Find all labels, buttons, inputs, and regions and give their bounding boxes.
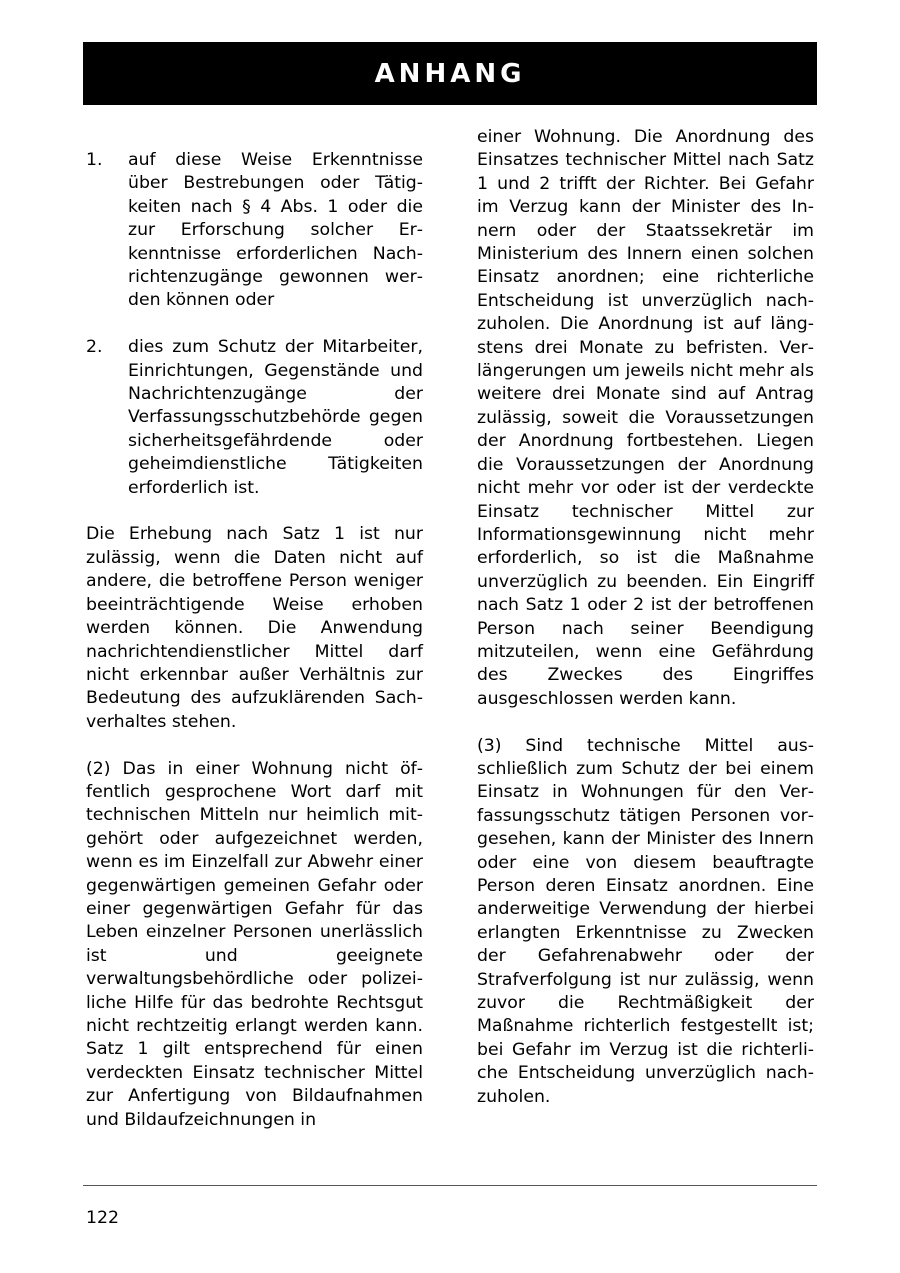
spacer bbox=[477, 711, 814, 734]
spacer bbox=[86, 734, 423, 757]
spacer bbox=[86, 313, 423, 336]
left-column bbox=[86, 149, 423, 1132]
section-title: ANHANG bbox=[374, 58, 526, 89]
section-header-bar bbox=[83, 42, 817, 105]
paragraph: (2) Das in einer Wohnung nicht öffentlich gesprochene Wort darf mit technischen Mitteln nur heimlich mitgehört oder aufgezeichnet werden, wenn es im Einzelfall zur Abwehr einer gegenwärtigen gemeinen Gefahr oder einer gegenwärtigen Gefahr für das Leben einzelner Personen unerlässlich ist und geeignete verwaltungsbehördliche oder polizeiliche Hilfe für das bedrohte Rechtsgut nicht rechtzeitig erlangt werden kann. Satz 1 gilt entsprechend für einen verdeckten Einsatz technischer Mittel zur Anfertigung von Bildaufnahmen und Bildaufzeichnungen in bbox=[86, 758, 423, 1130]
list-item-text: dies zum Schutz der Mitarbeiter, Einrichtungen, Gegenstände und Nachrichtenzugänge der Verfassungsschutzbehörde gegen sicherheitsgefährdende oder geheimdienstliche Tätigkeiten erforderlich ist. bbox=[128, 337, 423, 498]
paragraph: Die Erhebung nach Satz 1 ist nur zulässig, wenn die Daten nicht auf andere, die betroffene Person weniger beeinträchtigende Weise erhoben werden können. Die Anwendung nachrichtendienstlicher Mittel darf nicht erkennbar außer Verhältnis zur Bedeutung des aufzuklärenden Sachverhaltes stehen. bbox=[86, 524, 423, 732]
right-column bbox=[477, 126, 814, 1109]
footer-divider bbox=[83, 1185, 817, 1186]
list-item bbox=[86, 336, 423, 500]
paragraph: (3) Sind technische Mittel ausschließlich zum Schutz der bei einem Einsatz in Wohnungen für den Verfassungsschutz tätigen Personen vorgesehen, kann der Minister des Innern oder eine von diesem beauftragte Person deren Einsatz anordnen. Eine anderweitige Verwendung der hierbei erlangten Erkenntnisse zu Zwecken der Gefahrenabwehr oder der Strafverfolgung ist nur zulässig, wenn zuvor die Rechtmäßigkeit der Maßnahme richterlich festgestellt ist; bei Gefahr im Verzug ist die richterliche Entscheidung unverzüglich nachzuholen. bbox=[477, 735, 814, 1107]
list-item-number: 1. bbox=[86, 150, 103, 170]
list-item-text: auf diese Weise Erkenntnisse über Bestrebungen oder Tätigkeiten nach § 4 Abs. 1 oder die zur Erforschung solcher Erkenntnisse erforderlichen Nachrichtenzugänge gewonnen werden können oder bbox=[128, 150, 423, 311]
list-item-number: 2. bbox=[86, 337, 103, 358]
page-number: 122 bbox=[86, 1208, 119, 1228]
spacer bbox=[86, 500, 423, 523]
list-item bbox=[86, 149, 423, 313]
paragraph: einer Wohnung. Die Anordnung des Einsatzes technischer Mittel nach Satz 1 und 2 trifft der Richter. Bei Gefahr im Verzug kann der Minister des Innern oder der Staatssekretär im Ministerium des Innern einen solchen Einsatz anordnen; eine richterliche Entscheidung ist unverzüglich nachzuholen. Die Anordnung ist auf längstens drei Monate zu befristen. Verlängerungen um jeweils nicht mehr als weitere drei Monate sind auf Antrag zulässig, soweit die Voraussetzungen der Anordnung fortbestehen. Liegen die Voraussetzungen der Anordnung nicht mehr vor oder ist der verdeckte Einsatz technischer Mittel zur Informationsgewinnung nicht mehr erforderlich, so ist die Maßnahme unverzüglich zu beenden. Ein Eingriff nach Satz 1 oder 2 ist der betroffenen Person nach seiner Beendigung mitzuteilen, wenn eine Gefährdung des Zweckes des Eingriffes ausgeschlossen werden kann. bbox=[477, 127, 814, 709]
